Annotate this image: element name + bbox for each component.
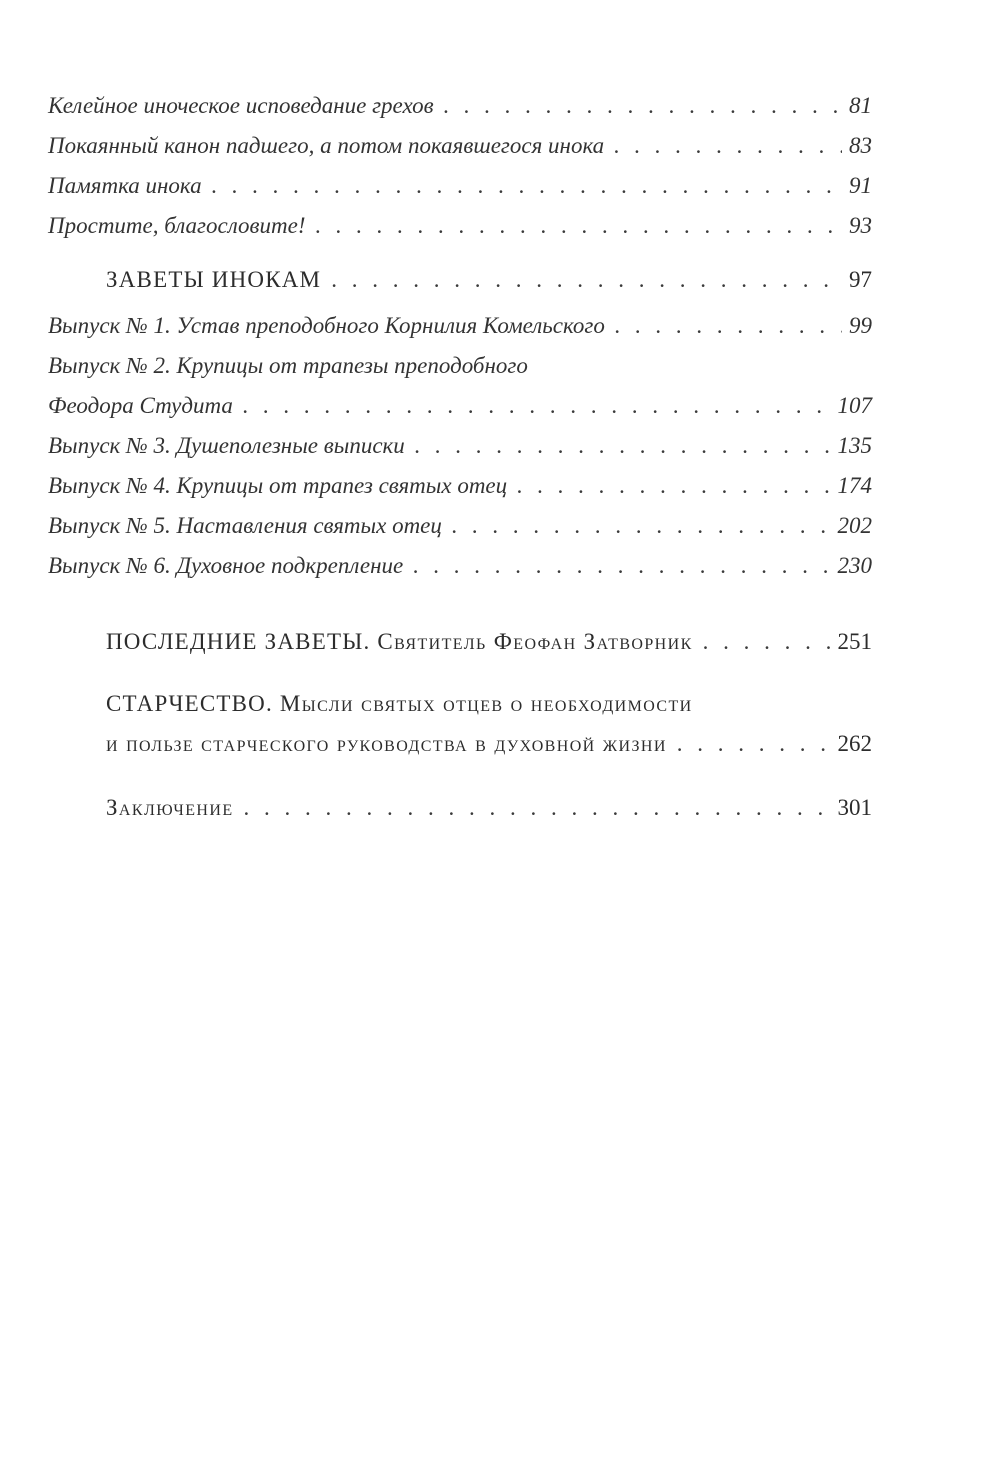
toc-entry-page: 81: [849, 93, 872, 118]
dot-leader: [415, 426, 832, 466]
toc-entry[interactable]: [48, 206, 872, 246]
toc-entry[interactable]: [48, 86, 872, 126]
toc-entry-title: Покаянный канон падшего, а потом покаявшегося инока: [48, 133, 605, 158]
toc-section-title: Заключение: [106, 795, 234, 820]
dot-leader: [517, 466, 831, 506]
toc-section-page: 262: [837, 731, 872, 756]
toc-entry-title: Келейное иноческое исповедание грехов: [48, 93, 434, 118]
toc-entry-title: Простите, благословите!: [48, 213, 306, 238]
toc-entry[interactable]: [48, 166, 872, 206]
toc-section-title-cont: и пользе старческого руководства в духовной жизни: [106, 731, 667, 756]
dot-leader: [243, 386, 832, 426]
toc-section-page: 301: [837, 795, 872, 820]
toc-section-page: 97: [849, 267, 872, 292]
toc-section-title: [106, 684, 693, 724]
toc-entry-page: 135: [837, 433, 872, 458]
spacer: [48, 662, 872, 684]
toc-section-page: 251: [837, 629, 872, 654]
dot-leader: [331, 254, 842, 306]
toc-entry-title: Выпуск № 1. Устав преподобного Корнилия Комельского: [48, 313, 605, 338]
toc-section-title: [106, 622, 693, 662]
dot-leader: [452, 506, 832, 546]
toc-entry-title: Выпуск № 3. Душеполезные выписки: [48, 433, 405, 458]
spacer: [48, 764, 872, 788]
toc-entry[interactable]: [48, 306, 872, 346]
toc-section-poslednie[interactable]: [48, 622, 872, 662]
toc-section-title-smallcaps: Мысли святых отцев о необходимости: [279, 691, 693, 716]
toc-entry[interactable]: [48, 426, 872, 466]
toc-entry-title: Памятка инока: [48, 173, 202, 198]
toc-entry-page: 83: [849, 133, 872, 158]
toc-entry-title-cont: Феодора Студита: [48, 393, 233, 418]
toc-entry[interactable]: [48, 506, 872, 546]
toc-entry-title: Выпуск № 6. Духовное подкрепление: [48, 553, 404, 578]
toc-entry-page: 230: [837, 553, 872, 578]
dot-leader: [316, 206, 842, 246]
toc-entry-page: 174: [837, 473, 872, 498]
dot-leader: [614, 126, 842, 166]
table-of-contents: [48, 86, 872, 828]
toc-entry-page: 91: [849, 173, 872, 198]
toc-section-title-caps: СТАРЧЕСТВО.: [106, 691, 273, 716]
toc-entry-title: Выпуск № 2. Крупицы от трапезы преподобного: [48, 353, 528, 378]
dot-leader: [212, 166, 842, 206]
toc-entry[interactable]: [48, 386, 872, 426]
dot-leader: [244, 788, 832, 828]
dot-leader: [615, 306, 842, 346]
dot-leader: [703, 622, 832, 662]
toc-section-zavety[interactable]: [48, 254, 872, 306]
toc-entry-title: Выпуск № 4. Крупицы от трапез святых отец: [48, 473, 508, 498]
toc-entry-page: 99: [849, 313, 872, 338]
toc-entry-title: Выпуск № 5. Наставления святых отец: [48, 513, 442, 538]
toc-entry[interactable]: [48, 126, 872, 166]
toc-section-title-smallcaps: Святитель Феофан Затворник: [377, 629, 693, 654]
spacer: [48, 586, 872, 622]
toc-entry-page: 93: [849, 213, 872, 238]
toc-entry-page: 107: [837, 393, 872, 418]
toc-entry-page: 202: [837, 513, 872, 538]
dot-leader: [444, 86, 842, 126]
dot-leader: [677, 724, 832, 764]
toc-section-zakl[interactable]: [48, 788, 872, 828]
toc-section-title: ЗАВЕТЫ ИНОКАМ: [106, 267, 322, 292]
dot-leader: [413, 546, 831, 586]
toc-entry[interactable]: [48, 546, 872, 586]
toc-entry[interactable]: [48, 466, 872, 506]
toc-section-starchestvo[interactable]: [48, 684, 872, 764]
toc-section-title-caps: ПОСЛЕДНИЕ ЗАВЕТЫ.: [106, 629, 371, 654]
toc-entry-line1[interactable]: [48, 346, 872, 386]
